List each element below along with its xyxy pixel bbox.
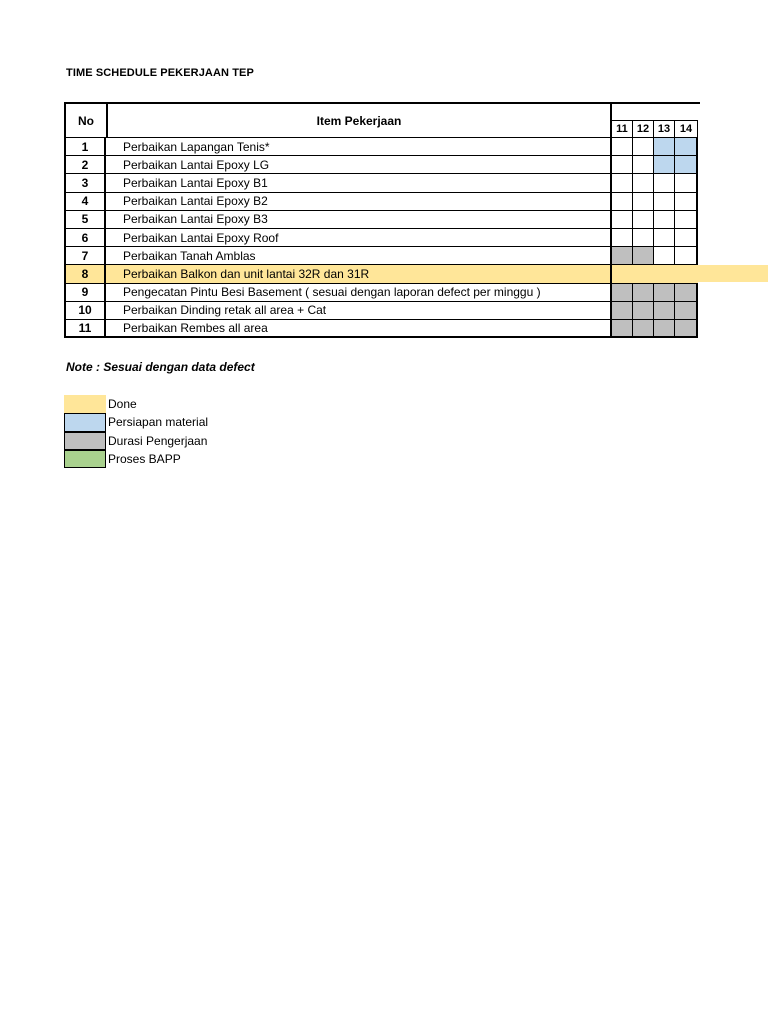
schedule-cell	[654, 193, 675, 210]
legend-label: Persiapan material	[108, 415, 209, 430]
row-cells	[612, 284, 698, 302]
schedule-cell	[675, 229, 698, 246]
schedule-cell	[633, 302, 654, 319]
schedule-cell	[675, 320, 698, 336]
schedule-cell	[612, 284, 633, 301]
schedule-cell	[654, 284, 675, 301]
schedule-cell	[654, 174, 675, 191]
row-number: 2	[64, 156, 106, 174]
table-row	[64, 265, 700, 283]
schedule-cell	[675, 302, 698, 319]
schedule-cell	[675, 156, 698, 173]
schedule-cell	[654, 211, 675, 228]
day-header: 14	[675, 121, 698, 137]
schedule-cell	[633, 138, 654, 155]
schedule-cell	[612, 247, 633, 264]
row-item: Perbaikan Lantai Epoxy Roof	[106, 229, 612, 247]
legend-swatch	[64, 395, 106, 413]
schedule-cell	[675, 284, 698, 301]
row-cells	[612, 320, 698, 338]
schedule-cell	[633, 320, 654, 336]
schedule-cell	[612, 193, 633, 210]
day-header: 12	[633, 121, 654, 137]
schedule-cell	[654, 156, 675, 173]
schedule-cell	[633, 229, 654, 246]
legend-swatch	[64, 432, 106, 450]
schedule-cell	[612, 320, 633, 336]
header-no: No	[66, 104, 108, 137]
row-number: 6	[64, 229, 106, 247]
schedule-cell	[612, 138, 633, 155]
row-number: 4	[64, 193, 106, 211]
table-row	[64, 320, 700, 338]
page-title: TIME SCHEDULE PEKERJAAN TEP	[66, 67, 254, 79]
row-item: Perbaikan Lantai Epoxy B2	[106, 193, 612, 211]
schedule-table	[64, 102, 700, 342]
schedule-cell	[612, 156, 633, 173]
row-cells	[612, 211, 698, 229]
schedule-cell	[675, 174, 698, 191]
table-row	[64, 284, 700, 302]
table-row	[64, 156, 700, 174]
table-header	[64, 102, 612, 138]
schedule-cell	[633, 284, 654, 301]
note-text: Note : Sesuai dengan data defect	[66, 360, 255, 374]
row-cells	[612, 229, 698, 247]
schedule-cell	[633, 174, 654, 191]
header-days-area	[612, 102, 700, 138]
schedule-cell	[675, 138, 698, 155]
schedule-cell	[654, 320, 675, 336]
header-item: Item Pekerjaan	[316, 113, 402, 128]
legend	[64, 395, 208, 468]
schedule-cell	[633, 193, 654, 210]
legend-swatch	[64, 450, 106, 468]
table-row	[64, 247, 700, 265]
header-days	[612, 120, 698, 138]
row-number: 10	[64, 302, 106, 320]
table-row	[64, 302, 700, 320]
table-row	[64, 138, 700, 156]
row-cells	[612, 302, 698, 320]
row-item: Pengecatan Pintu Besi Basement ( sesuai dengan laporan defect per minggu )	[106, 284, 612, 302]
schedule-cell	[612, 211, 633, 228]
legend-label: Proses BAPP	[108, 452, 181, 467]
row-cells	[612, 193, 698, 211]
row-cells	[612, 247, 698, 265]
row-number: 1	[64, 138, 106, 156]
table-row	[64, 211, 700, 229]
day-header: 11	[612, 121, 633, 137]
schedule-cell	[612, 174, 633, 191]
row-item: Perbaikan Dinding retak all area + Cat	[106, 302, 612, 320]
legend-item	[64, 395, 208, 413]
day-header: 13	[654, 121, 675, 137]
legend-item	[64, 450, 208, 468]
legend-item	[64, 413, 208, 431]
schedule-cell	[654, 229, 675, 246]
schedule-cell	[633, 156, 654, 173]
row-item: Perbaikan Lantai Epoxy B3	[106, 211, 612, 229]
row-number: 3	[64, 174, 106, 192]
table-row	[64, 174, 700, 192]
schedule-cell	[633, 247, 654, 264]
schedule-cell	[633, 211, 654, 228]
row-item: Perbaikan Lantai Epoxy LG	[106, 156, 612, 174]
row-cells	[612, 174, 698, 192]
table-row	[64, 193, 700, 211]
row-number: 5	[64, 211, 106, 229]
row-cells	[612, 138, 698, 156]
table-row	[64, 229, 700, 247]
schedule-cell	[612, 229, 633, 246]
row-item: Perbaikan Rembes all area	[106, 320, 612, 338]
schedule-cell	[675, 211, 698, 228]
schedule-cell	[675, 193, 698, 210]
legend-label: Done	[108, 397, 137, 412]
schedule-cell	[612, 302, 633, 319]
table-body	[64, 138, 700, 338]
row-item: Perbaikan Lantai Epoxy B1	[106, 174, 612, 192]
legend-item	[64, 432, 208, 450]
row-number: 8	[64, 265, 106, 283]
legend-swatch	[64, 413, 106, 431]
row-cells	[612, 156, 698, 174]
schedule-cell	[675, 247, 698, 264]
schedule-cell	[654, 247, 675, 264]
legend-label: Durasi Pengerjaan	[108, 433, 208, 448]
row-number: 11	[64, 320, 106, 338]
done-highlight	[612, 265, 768, 282]
row-number: 9	[64, 284, 106, 302]
schedule-cell	[654, 138, 675, 155]
row-number: 7	[64, 247, 106, 265]
row-item: Perbaikan Tanah Amblas	[106, 247, 612, 265]
row-item: Perbaikan Balkon dan unit lantai 32R dan 31R	[106, 265, 612, 283]
schedule-cell	[654, 302, 675, 319]
row-item: Perbaikan Lapangan Tenis*	[106, 138, 612, 156]
